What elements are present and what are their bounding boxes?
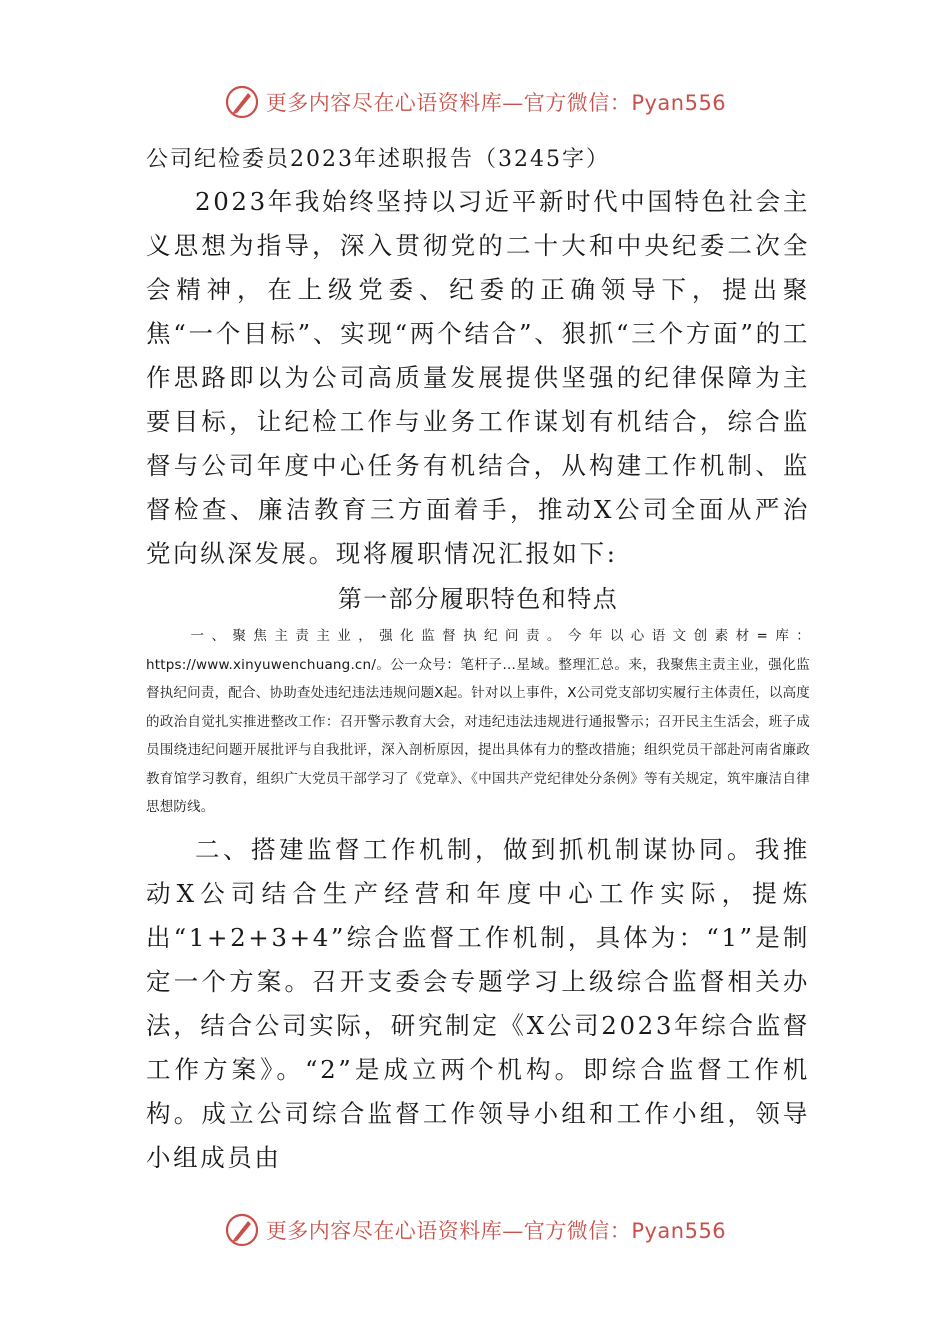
pen-logo-icon xyxy=(224,1212,260,1248)
banner-text: 更多内容尽在心语资料库—官方微信：Pyan556 xyxy=(265,91,727,115)
pen-logo-icon xyxy=(224,84,260,120)
wechat-id: Pyan556 xyxy=(631,1219,727,1243)
document-title: 公司纪检委员2023年述职报告（3245字） xyxy=(146,147,610,172)
header-watermark-banner xyxy=(0,82,950,122)
paragraph-one: 一、聚焦主责主业，强化监督执纪问责。今年以心语文创素材=库：https://www.xinyuwenchuang.cn/。公一众号：笔杆子…星域。整理汇总。来，我聚焦主责主业，强化监督执纪问责，配合、协助查处违纪违法违规问题X起。针对以上事件，X公司党支部切实履行主体责任，以高度的政治自觉扎实推进整改工作：召开警示教育大会，对违纪违法违规进行通报警示；召开民主生活会，班子成员围绕违纪问题开展批评与自我批评，深入剖析原因，提出具体有力的整改措施；组织党员干部赴河南省廉政教育馆学习教育，组织广大党员干部学习了《党章》、《中国共产党纪律处分条例》等有关规定，筑牢廉洁自律思想防线。 xyxy=(146,628,810,815)
banner-text: 更多内容尽在心语资料库—官方微信：Pyan556 xyxy=(265,1219,727,1243)
document-body xyxy=(146,140,810,1180)
paragraph-two: 二、搭建监督工作机制，做到抓机制谋协同。我推动X公司结合生产经营和年度中心工作实际，提炼出“1+2+3+4”综合监督工作机制，具体为：“1”是制定一个方案。召开支委会专题学习上级综合监督相关办法，结合公司实际，研究制定《X公司2023年综合监督工作方案》。“2”是成立两个机构。即综合监督工作机构。成立公司综合监督工作领导小组和工作小组，领导小组成员由 xyxy=(146,834,810,1172)
wechat-id: Pyan556 xyxy=(631,91,727,115)
intro-paragraph: 2023年我始终坚持以习近平新时代中国特色社会主义思想为指导，深入贯彻党的二十大和中央纪委二次全会精神，在上级党委、纪委的正确领导下，提出聚焦“一个目标”、实现“两个结合”、狠抓“三个方面”的工作思路即以为公司高质量发展提供坚强的纪律保障为主要目标，让纪检工作与业务工作谋划有机结合，综合监督与公司年度中心任务有机结合，从构建工作机制、监督检查、廉洁教育三方面着手，推动X公司全面从严治党向纵深发展。现将履职情况汇报如下: xyxy=(146,187,810,568)
footer-watermark-banner xyxy=(0,1210,950,1250)
section-heading: 第一部分履职特色和特点 xyxy=(337,585,619,613)
